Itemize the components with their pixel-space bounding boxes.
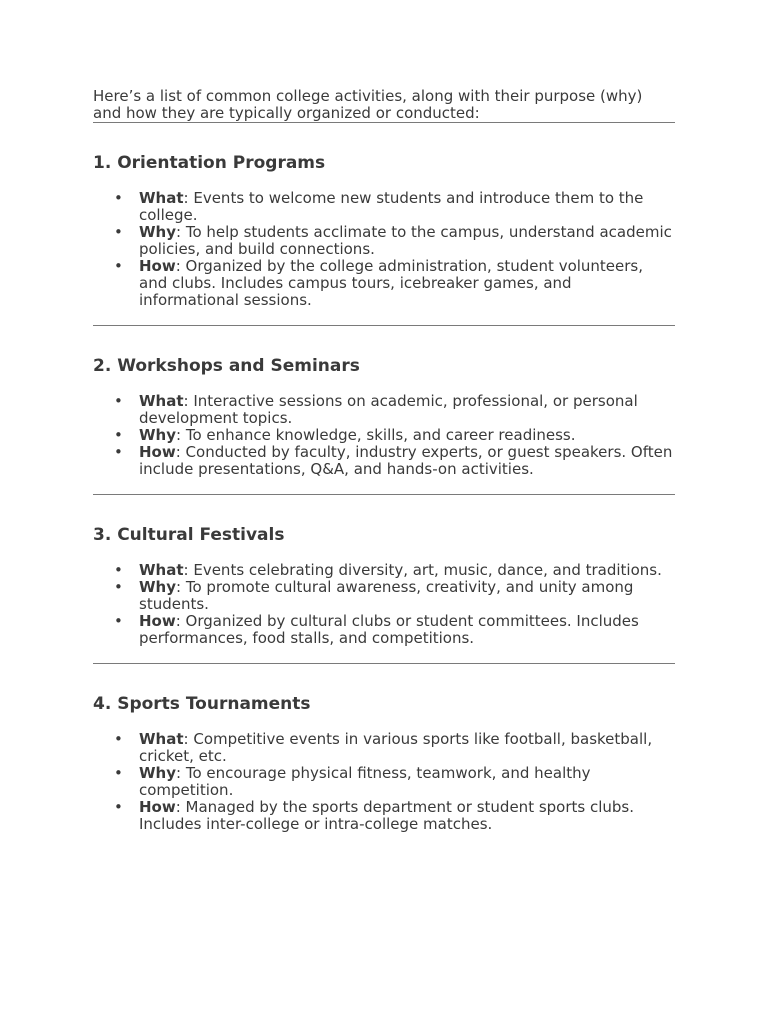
list-item-how: [93, 258, 675, 309]
list-item-why: [93, 224, 675, 258]
item-text: : Events celebrating diversity, art, music, dance, and traditions.: [183, 561, 662, 579]
item-text: : Interactive sessions on academic, professional, or personal development topics.: [139, 392, 638, 427]
item-label: What: [139, 392, 184, 410]
item-label: What: [139, 561, 184, 579]
item-text: : Conducted by faculty, industry experts, or guest speakers. Often include presentations, Q&A, and hands-on activities.: [139, 443, 673, 478]
list-item-why: [93, 765, 675, 799]
section-cultural-festivals: [93, 495, 675, 663]
item-label: How: [139, 612, 176, 630]
document-page: [93, 88, 675, 849]
list-item-what: [93, 190, 675, 224]
item-text: : To enhance knowledge, skills, and career readiness.: [176, 426, 576, 444]
list-item-what: [93, 393, 675, 427]
bullet-icon: •: [114, 223, 123, 241]
list-item-how: [93, 444, 675, 478]
item-text: : Organized by cultural clubs or student committees. Includes performances, food stalls, and competitions.: [139, 612, 639, 647]
item-text: : Managed by the sports department or student sports clubs. Includes inter-college or intra-college matches.: [139, 798, 635, 833]
item-text: : To promote cultural awareness, creativity, and unity among students.: [139, 578, 634, 613]
bullet-icon: •: [114, 578, 123, 596]
item-label: Why: [139, 764, 177, 782]
bullet-icon: •: [114, 189, 123, 207]
section-heading: 4. Sports Tournaments: [93, 694, 311, 714]
bullet-icon: •: [114, 443, 123, 461]
item-label: What: [139, 730, 184, 748]
bullet-icon: •: [114, 257, 123, 275]
bullet-list: [93, 731, 675, 833]
list-item-what: [93, 562, 675, 579]
item-text: : Events to welcome new students and introduce them to the college.: [139, 189, 644, 224]
item-label: How: [139, 798, 176, 816]
list-item-how: [93, 799, 675, 833]
item-label: What: [139, 189, 184, 207]
item-text: : Competitive events in various sports like football, basketball, cricket, etc.: [139, 730, 653, 765]
intro-paragraph: Here’s a list of common college activities, along with their purpose (why) and how they are typically organized or conducted:: [93, 87, 643, 122]
section-workshops-and-seminars: [93, 326, 675, 494]
section-sports-tournaments: [93, 664, 675, 849]
item-label: Why: [139, 426, 177, 444]
section-heading: 3. Cultural Festivals: [93, 525, 285, 545]
bullet-list: [93, 562, 675, 647]
item-label: Why: [139, 223, 177, 241]
item-text: : To encourage physical fitness, teamwork, and healthy competition.: [139, 764, 591, 799]
bullet-icon: •: [114, 764, 123, 782]
bullet-icon: •: [114, 561, 123, 579]
item-label: How: [139, 443, 176, 461]
bullet-icon: •: [114, 612, 123, 630]
bullet-icon: •: [114, 798, 123, 816]
item-label: Why: [139, 578, 177, 596]
section-heading: 2. Workshops and Seminars: [93, 356, 360, 376]
item-text: : To help students acclimate to the campus, understand academic policies, and build connections.: [139, 223, 672, 258]
bullet-list: [93, 393, 675, 478]
list-item-how: [93, 613, 675, 647]
bullet-icon: •: [114, 392, 123, 410]
list-item-why: [93, 427, 675, 444]
bullet-icon: •: [114, 730, 123, 748]
section-heading: 1. Orientation Programs: [93, 153, 326, 173]
section-orientation-programs: [93, 123, 675, 325]
item-label: How: [139, 257, 176, 275]
list-item-why: [93, 579, 675, 613]
bullet-list: [93, 190, 675, 309]
list-item-what: [93, 731, 675, 765]
bullet-icon: •: [114, 426, 123, 444]
item-text: : Organized by the college administration, student volunteers, and clubs. Includes campus tours, icebreaker games, and informational sessions.: [139, 257, 644, 309]
